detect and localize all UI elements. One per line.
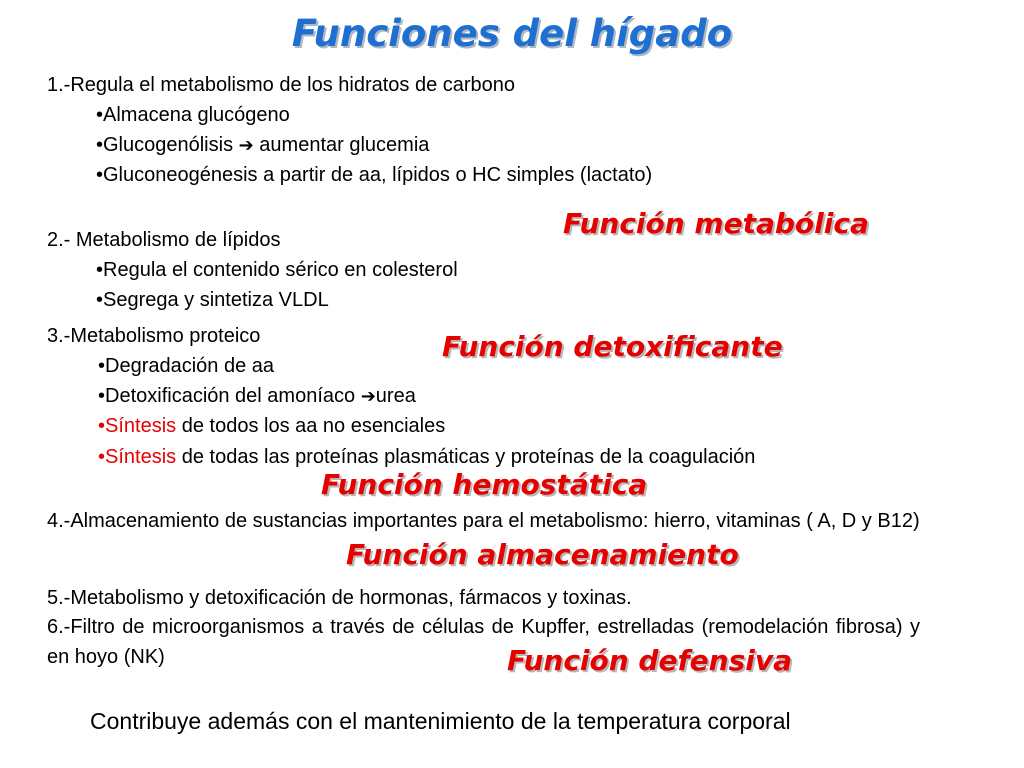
carbohydrate-bullet-2 [96,133,429,158]
protein-bullet-3 [98,414,445,438]
page-title: Funciones del hígado [291,12,733,55]
synthesis-highlight: •Síntesis [98,415,177,437]
protein-bullet-2-text: •Detoxificación del amoníaco [98,385,361,407]
footer-note: Contribuye además con el mantenimiento de la temperatura corporal [90,708,791,734]
protein-bullet-4-text: de todas las proteínas plasmáticas y proteínas de la coagulación [176,446,756,468]
carbohydrate-bullet-3: •Gluconeogénesis a partir de aa, lípidos o HC simples (lactato) [96,164,653,186]
synthesis-highlight: •Síntesis [98,446,177,468]
carbohydrate-bullet-1: •Almacena glucógeno [96,104,290,126]
protein-bullet-1: •Degradación de aa [98,355,275,377]
arrow-right-icon: ➔ [238,135,254,156]
lipid-bullet-2: •Segrega y sintetiza VLDL [96,289,329,311]
carbohydrate-bullet-2-text: •Glucogenólisis [96,134,239,156]
label-funcion-almacenamiento: Función almacenamiento [346,538,739,571]
protein-bullet-3-text: de todos los aa no esenciales [176,415,446,437]
label-funcion-defensiva: Función defensiva [507,644,792,677]
carbohydrate-heading: 1.-Regula el metabolismo de los hidratos de carbono [47,74,516,96]
label-funcion-hemostatica: Función hemostática [321,468,648,501]
lipid-heading: 2.- Metabolismo de lípidos [47,229,281,251]
lipid-bullet-1: •Regula el contenido sérico en colesterol [96,259,458,281]
protein-bullet-2 [98,384,416,409]
storage-paragraph: 4.-Almacenamiento de sustancias importantes para el metabolismo: hierro, vitaminas ( A, D y B12) [47,510,920,532]
hormone-paragraph: 5.-Metabolismo y detoxificación de hormonas, fármacos y toxinas. [47,587,632,609]
protein-bullet-2-result: urea [375,385,416,407]
carbohydrate-bullet-2-result: aumentar glucemia [253,134,430,156]
filter-paragraph: 6.-Filtro de microorganismos a través de células de Kupffer, estrelladas (remodelación fibrosa) y en hoyo (NK) [47,616,920,668]
arrow-right-icon: ➔ [360,386,376,407]
label-funcion-metabolica: Función metabólica [563,207,869,240]
label-funcion-detoxificante: Función detoxificante [442,330,783,363]
protein-heading: 3.-Metabolismo proteico [47,325,261,347]
